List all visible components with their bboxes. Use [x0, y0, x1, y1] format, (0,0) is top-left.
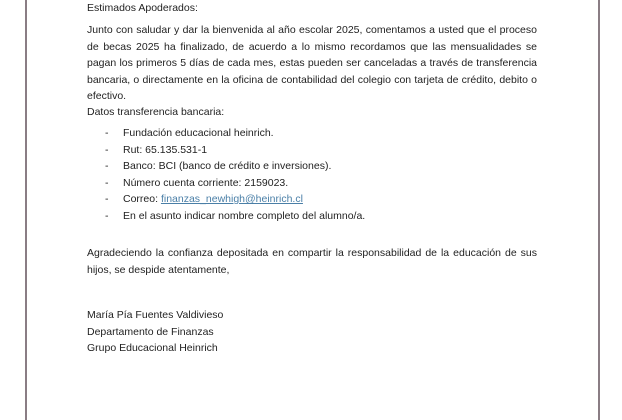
letter-greeting: Estimados Apoderados:: [87, 2, 198, 14]
bank-item-foundation: [87, 125, 537, 142]
bank-details-title: Datos transferencia bancaria:: [87, 106, 225, 118]
list-dash: -: [105, 160, 109, 172]
bank-item-account: [87, 175, 537, 192]
signature-name: María Pía Fuentes Valdivieso: [87, 309, 224, 321]
list-dash: -: [105, 143, 109, 156]
bank-item-text: Rut: 65.135.531-1: [123, 143, 208, 156]
email-link[interactable]: finanzas_newhigh@heinrich.cl: [160, 193, 303, 205]
bank-item-text: Número cuenta corriente: 2159023.: [123, 176, 289, 189]
signature-department: Departamento de Finanzas: [87, 325, 214, 338]
bank-item-text: Banco: BCI (banco de crédito e inversiones).: [123, 160, 332, 172]
bank-item-email: [87, 191, 537, 208]
bank-item-rut: [87, 142, 537, 159]
page-border-left: [25, 0, 27, 420]
list-dash: -: [105, 127, 109, 139]
bank-item-bank: [87, 158, 537, 175]
bank-item-text: Fundación educacional heinrich.: [123, 127, 274, 139]
bank-item-text: Correo:: [123, 193, 161, 205]
letter-closing-paragraph: Agradeciendo la confianza depositada en compartir la responsabilidad de la educación de sus hijos, se despide atentamente,: [87, 247, 537, 276]
letter-intro-paragraph: Junto con saludar y dar la bienvenida al año escolar 2025, comentamos a usted que el proceso de becas 2025 ha finalizado, de acuerdo a lo mismo recordamos que las mensualidades se pagan los primeros 5 días de cada mes, estas pueden ser canceladas a través de transferencia bancaria, o directamente en la oficina de contabilidad del colegio con tarjeta de crédito, debito o efectivo.: [87, 24, 537, 102]
bank-item-text: En el asunto indicar nombre completo del alumno/a.: [123, 209, 366, 222]
signature-block: [87, 307, 537, 357]
bank-item-subject: [87, 208, 537, 225]
list-dash: -: [105, 193, 109, 205]
list-dash: -: [105, 209, 109, 222]
signature-organization: Grupo Educacional Heinrich: [87, 342, 218, 354]
bank-details-list: [87, 125, 537, 224]
page-border-right: [598, 0, 600, 420]
list-dash: -: [105, 176, 109, 189]
